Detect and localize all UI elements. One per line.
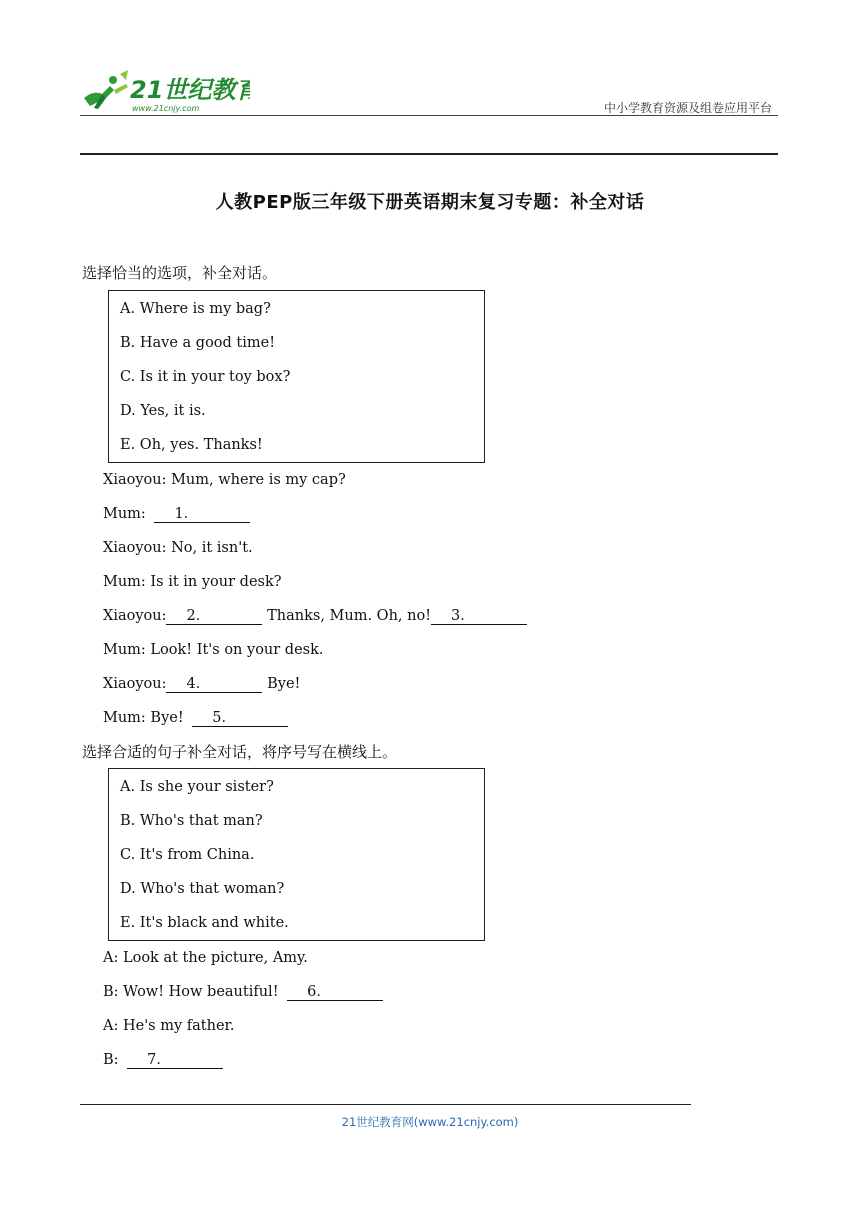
page-title: 人教PEP版三年级下册英语期末复习专题：补全对话 bbox=[215, 192, 645, 213]
site-name: 中小学教育资源及组卷应用平台 bbox=[603, 101, 772, 115]
speaker-text: Mum: Bye! bbox=[103, 710, 184, 726]
option-c: C. Is it in your toy box? bbox=[120, 369, 291, 385]
option-e: E. It's black and white. bbox=[120, 915, 289, 931]
answer-blank-2[interactable]: 2． bbox=[166, 609, 262, 625]
footer-rule bbox=[80, 1104, 691, 1105]
header-rule-2 bbox=[80, 153, 778, 155]
speaker-text: Mum: bbox=[103, 506, 146, 522]
speaker-text: B: Wow! How beautiful! bbox=[103, 984, 279, 1000]
dialogue-text: Thanks, Mum. Oh, no! bbox=[267, 608, 432, 624]
svg-text:www.21cnjy.com: www.21cnjy.com bbox=[132, 104, 200, 113]
answer-blank-4[interactable]: 4． bbox=[166, 677, 262, 693]
answer-blank-3[interactable]: 3． bbox=[431, 609, 527, 625]
speaker-text: Xiaoyou: bbox=[103, 608, 167, 624]
option-a: A. Is she your sister? bbox=[120, 779, 274, 795]
option-b: B. Have a good time! bbox=[120, 335, 276, 351]
dialogue-line: Mum: Is it in your desk? bbox=[103, 574, 282, 590]
dialogue-line bbox=[103, 608, 527, 625]
dialogue-line bbox=[103, 1052, 223, 1069]
speaker-text: Xiaoyou: bbox=[103, 676, 167, 692]
dialogue-text: Bye! bbox=[267, 676, 301, 692]
footer-text[interactable]: 21世纪教育网(www.21cnjy.com) bbox=[341, 1115, 519, 1129]
section2-instruction: 选择合适的句子补全对话，将序号写在横线上。 bbox=[82, 743, 398, 761]
dialogue-line: Xiaoyou: Mum, where is my cap? bbox=[103, 472, 346, 488]
dialogue-line bbox=[103, 710, 288, 727]
dialogue-line: A: Look at the picture, Amy. bbox=[103, 950, 308, 966]
dialogue-line: Mum: Look! It's on your desk. bbox=[103, 642, 324, 658]
section1-options-box bbox=[108, 290, 485, 463]
option-c: C. It's from China. bbox=[120, 847, 255, 863]
site-logo bbox=[80, 68, 250, 116]
option-b: B. Who's that man? bbox=[120, 813, 263, 829]
dialogue-line: Xiaoyou: No, it isn't. bbox=[103, 540, 253, 556]
dialogue-line bbox=[103, 984, 383, 1001]
option-d: D. Yes, it is. bbox=[120, 403, 206, 419]
svg-text:21世纪教育: 21世纪教育 bbox=[130, 76, 250, 104]
dialogue-line bbox=[103, 506, 250, 523]
section2-options-box bbox=[108, 768, 485, 941]
answer-blank-5[interactable]: 5． bbox=[192, 711, 288, 727]
option-a: A. Where is my bag? bbox=[120, 301, 271, 317]
answer-blank-7[interactable]: 7． bbox=[127, 1053, 223, 1069]
answer-blank-6[interactable]: 6． bbox=[287, 985, 383, 1001]
header-rule bbox=[80, 115, 778, 116]
section1-instruction: 选择恰当的选项，补全对话。 bbox=[82, 264, 278, 282]
answer-blank-1[interactable]: 1． bbox=[154, 507, 250, 523]
dialogue-line bbox=[103, 676, 300, 693]
speaker-text: B: bbox=[103, 1052, 119, 1068]
runner-logo-icon bbox=[80, 68, 250, 116]
dialogue-line: A: He's my father. bbox=[103, 1018, 235, 1034]
option-e: E. Oh, yes. Thanks! bbox=[120, 437, 263, 453]
option-d: D. Who's that woman? bbox=[120, 881, 285, 897]
